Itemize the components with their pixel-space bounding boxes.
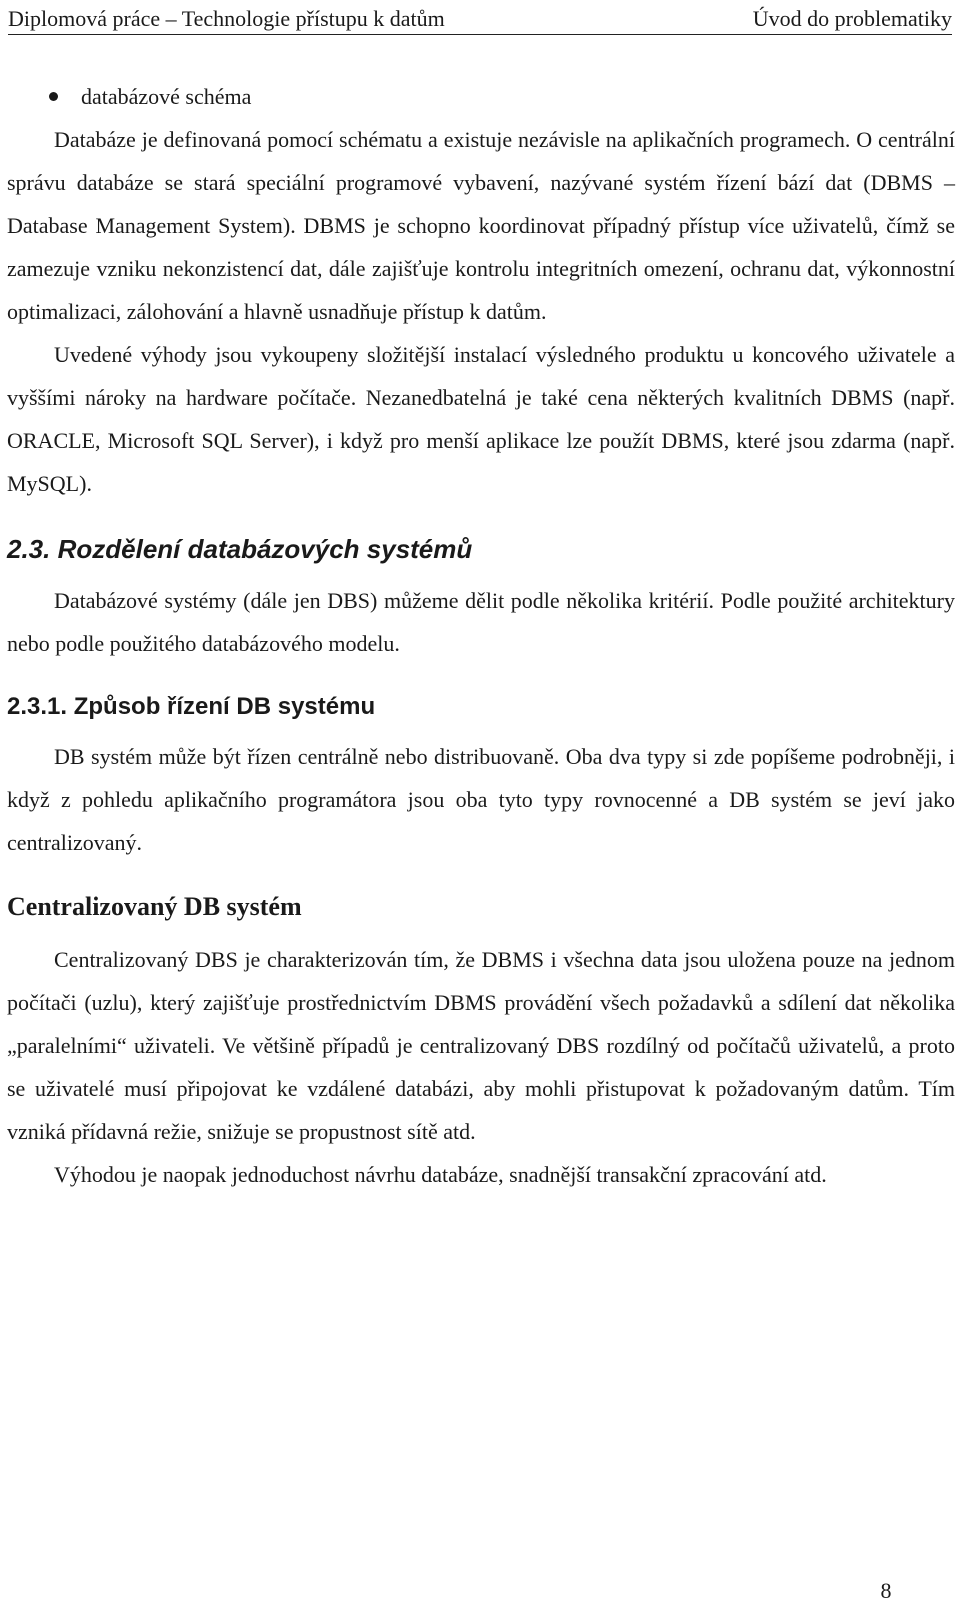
header-right-title: Úvod do problematiky <box>752 6 952 31</box>
section-heading: 2.3. Rozdělení databázových systémů <box>7 534 473 564</box>
bullet-label: databázové schéma <box>81 84 252 109</box>
paragraph-control-method: DB systém může být řízen centrálně nebo distribuovaně. Oba dva typy si zde popíšeme podrobněji, i když z pohledu aplikačního programátora jsou oba tyto typy rovnocenné a DB systém se jeví jako centralizovaný. <box>7 744 955 855</box>
page-content <box>7 75 955 1196</box>
paragraph-database-schema: Databáze je definovaná pomocí schématu a existuje nezávisle na aplikačních programech. O centrální správu databáze se stará speciální programové vybavení, nazývané systém řízení bází dat (DBMS – Database Management System). DBMS je schopno koordinovat případný přístup více uživatelů, čímž se zamezuje vzniku nekonzistencí dat, dále zajišťuje kontrolu integritních omezení, ochranu dat, výkonnostní optimalizaci, zálohování a hlavně usnadňuje přístup k datům. <box>7 127 955 324</box>
page-number-value: 8 <box>880 1578 892 1603</box>
paragraph-centralized-dbs: Centralizovaný DBS je charakterizován tím, že DBMS i všechna data jsou uložena pouze na jednom počítači (uzlu), který zajišťuje prostřednictvím DBMS provádění všech požadavků a sdílení dat několika „paralelními“ uživateli. Ve většině případů je centralizovaný DBS rozdílný od počítačů uživatelů, a proto se uživatelé musí připojovat ke vzdálené databázi, aby mohli přistupovat k požadovaným datům. Tím vzniká přídavná režie, snižuje se propustnost sítě atd. <box>7 947 955 1144</box>
bullet-list-item <box>7 75 955 118</box>
running-header <box>8 4 952 35</box>
bullet-dot-icon <box>49 92 58 101</box>
paragraph-dbs-division: Databázové systémy (dále jen DBS) můžeme dělit podle několika kritérií. Podle použité architektury nebo podle použitého databázového modelu. <box>7 588 955 656</box>
subsubsection-heading: Centralizovaný DB systém <box>7 892 302 921</box>
header-left-title: Diplomová práce – Technologie přístupu k datům <box>8 6 445 31</box>
page-number <box>0 1576 930 1606</box>
paragraph-advantages: Uvedené výhody jsou vykoupeny složitější instalací výsledného produktu u koncového uživatele a vyššími nároky na hardware počítače. Nezanedbatelná je také cena některých kvalitních DBMS (např. ORACLE, Microsoft SQL Server), i když pro menší aplikace lze použít DBMS, které jsou zdarma (např. MySQL). <box>7 342 955 496</box>
subsection-heading: 2.3.1. Způsob řízení DB systému <box>7 693 376 720</box>
paragraph-advantage-simplicity: Výhodou je naopak jednoduchost návrhu databáze, snadnější transakční zpracování atd. <box>54 1162 827 1187</box>
